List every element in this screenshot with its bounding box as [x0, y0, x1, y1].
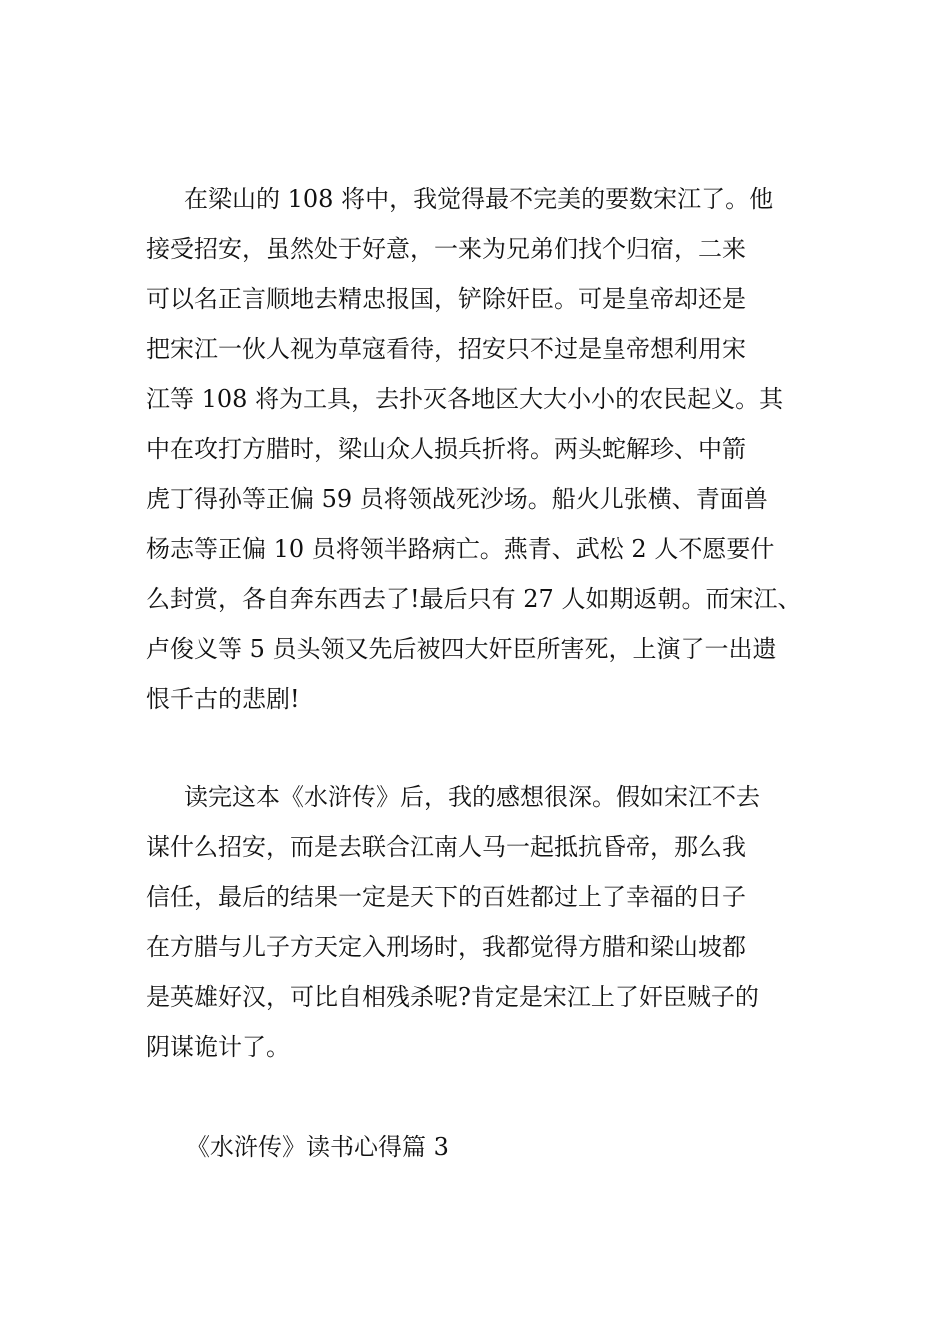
- paragraph-2: [146, 772, 826, 1072]
- paragraph-line: 在方腊与儿子方天定入刑场时，我都觉得方腊和梁山坡都: [146, 933, 746, 961]
- paragraph-line: 在梁山的 108 将中，我觉得最不完美的要数宋江了。他: [184, 185, 774, 213]
- paragraph-line: 杨志等正偏 10 员将领半路病亡。燕青、武松 2 人不愿要什: [146, 535, 775, 563]
- paragraph-line: 接受招安，虽然处于好意，一来为兄弟们找个归宿，二来: [146, 235, 746, 263]
- paragraph-line: 江等 108 将为工具，去扑灭各地区大大小小的农民起义。其: [146, 385, 784, 413]
- paragraph-line: 虎丁得孙等正偏 59 员将领战死沙场。船火儿张横、青面兽: [146, 485, 768, 513]
- paragraph-1: [146, 174, 826, 724]
- paragraph-line: 恨千古的悲剧!: [146, 685, 300, 713]
- paragraph-line: 信任，最后的结果一定是天下的百姓都过上了幸福的日子: [146, 883, 746, 911]
- section-heading: 《水浒传》读书心得篇 3: [186, 1133, 449, 1161]
- paragraph-line: 谋什么招安，而是去联合江南人马一起抵抗昏帝，那么我: [146, 833, 746, 861]
- paragraph-line: 可以名正言顺地去精忠报国，铲除奸臣。可是皇帝却还是: [146, 285, 746, 313]
- paragraph-line: 读完这本《水浒传》后，我的感想很深。假如宋江不去: [184, 783, 760, 811]
- paragraph-line: 阴谋诡计了。: [146, 1033, 290, 1061]
- paragraph-line: 是英雄好汉，可比自相残杀呢?肯定是宋江上了奸臣贼子的: [146, 983, 759, 1011]
- paragraph-line: 中在攻打方腊时，梁山众人损兵折将。两头蛇解珍、中箭: [146, 435, 746, 463]
- paragraph-line: 卢俊义等 5 员头领又先后被四大奸臣所害死，上演了一出遗: [146, 635, 777, 663]
- paragraph-line: 把宋江一伙人视为草寇看待，招安只不过是皇帝想利用宋: [146, 335, 746, 363]
- paragraph-line: 么封赏，各自奔东西去了!最后只有 27 人如期返朝。而宋江、: [146, 585, 802, 613]
